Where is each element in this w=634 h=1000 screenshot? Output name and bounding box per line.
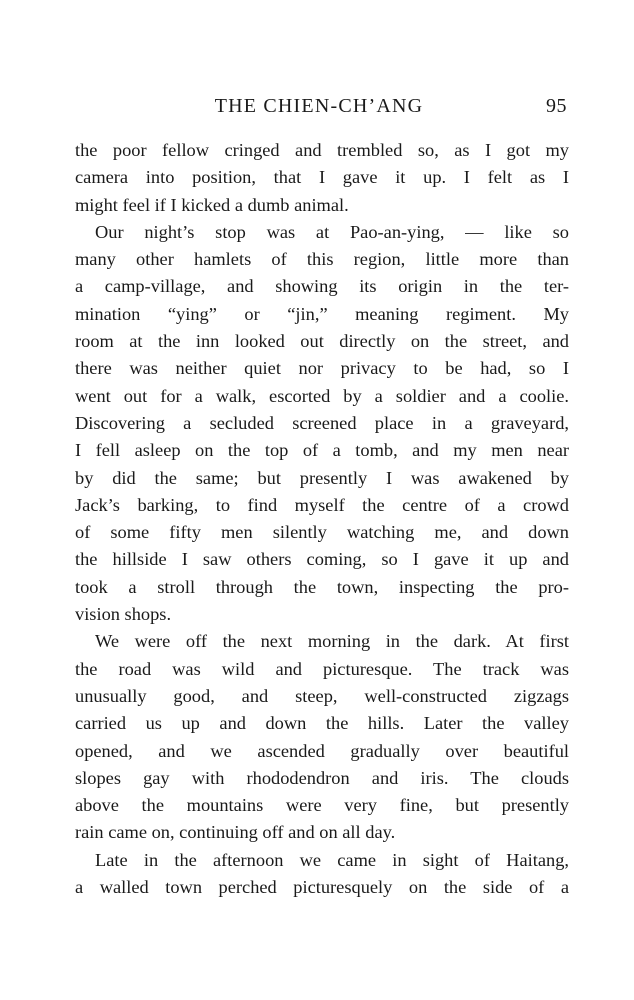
text-line: the road was wild and picturesque. The track was (75, 658, 569, 679)
text-line: Late in the afternoon we came in sight of Haitang, (95, 849, 569, 870)
body-text (75, 137, 569, 901)
paragraph (75, 219, 569, 628)
text-line: a walled town perched picturesquely on the side of a (75, 877, 569, 898)
text-line: took a stroll through the town, inspecting the pro- (75, 576, 569, 597)
text-line: We were off the next morning in the dark. At first (95, 631, 569, 652)
chapter-title: THE CHIEN-CH’ANG (214, 95, 424, 117)
text-line: opened, and we ascended gradually over beautiful (75, 740, 569, 761)
text-line: slopes gay with rhododendron and iris. The clouds (75, 767, 569, 788)
text-line: I fell asleep on the top of a tomb, and my men near (75, 440, 569, 461)
paragraph (75, 628, 569, 846)
paragraph (75, 847, 569, 902)
text-line: mination “ying” or “jin,” meaning regiment. My (75, 303, 569, 324)
text-line: many other hamlets of this region, little more than (75, 249, 569, 270)
text-line: a camp-village, and showing its origin in the ter- (75, 276, 569, 297)
running-head (0, 95, 634, 125)
text-line: room at the inn looked out directly on the street, and (75, 331, 569, 352)
page-number: 95 (546, 95, 567, 117)
text-line: the hillside I saw others coming, so I gave it up and (75, 549, 569, 570)
text-line: went out for a walk, escorted by a soldier and a coolie. (75, 385, 569, 406)
text-line: the poor fellow cringed and trembled so, as I got my (75, 140, 569, 160)
text-line: Discovering a secluded screened place in a graveyard, (75, 412, 569, 433)
text-line: Jack’s barking, to find myself the centre of a crowd (75, 494, 569, 515)
text-line: Our night’s stop was at Pao-an-ying, — like so (95, 221, 569, 242)
text-line: of some fifty men silently watching me, and down (75, 522, 569, 543)
paragraph (75, 137, 569, 219)
text-line: there was neither quiet nor privacy to be had, so I (75, 358, 569, 379)
text-line: camera into position, that I gave it up. I felt as I (75, 167, 569, 188)
text-line: might feel if I kicked a dumb animal. (75, 194, 349, 215)
text-line: unusually good, and steep, well-constructed zigzags (75, 685, 569, 706)
text-line: carried us up and down the hills. Later the valley (75, 713, 569, 734)
text-line: by did the same; but presently I was awakened by (75, 467, 569, 488)
text-line: vision shops. (75, 604, 172, 625)
text-line: above the mountains were very fine, but presently (75, 795, 569, 816)
text-line: rain came on, continuing off and on all day. (75, 822, 396, 843)
